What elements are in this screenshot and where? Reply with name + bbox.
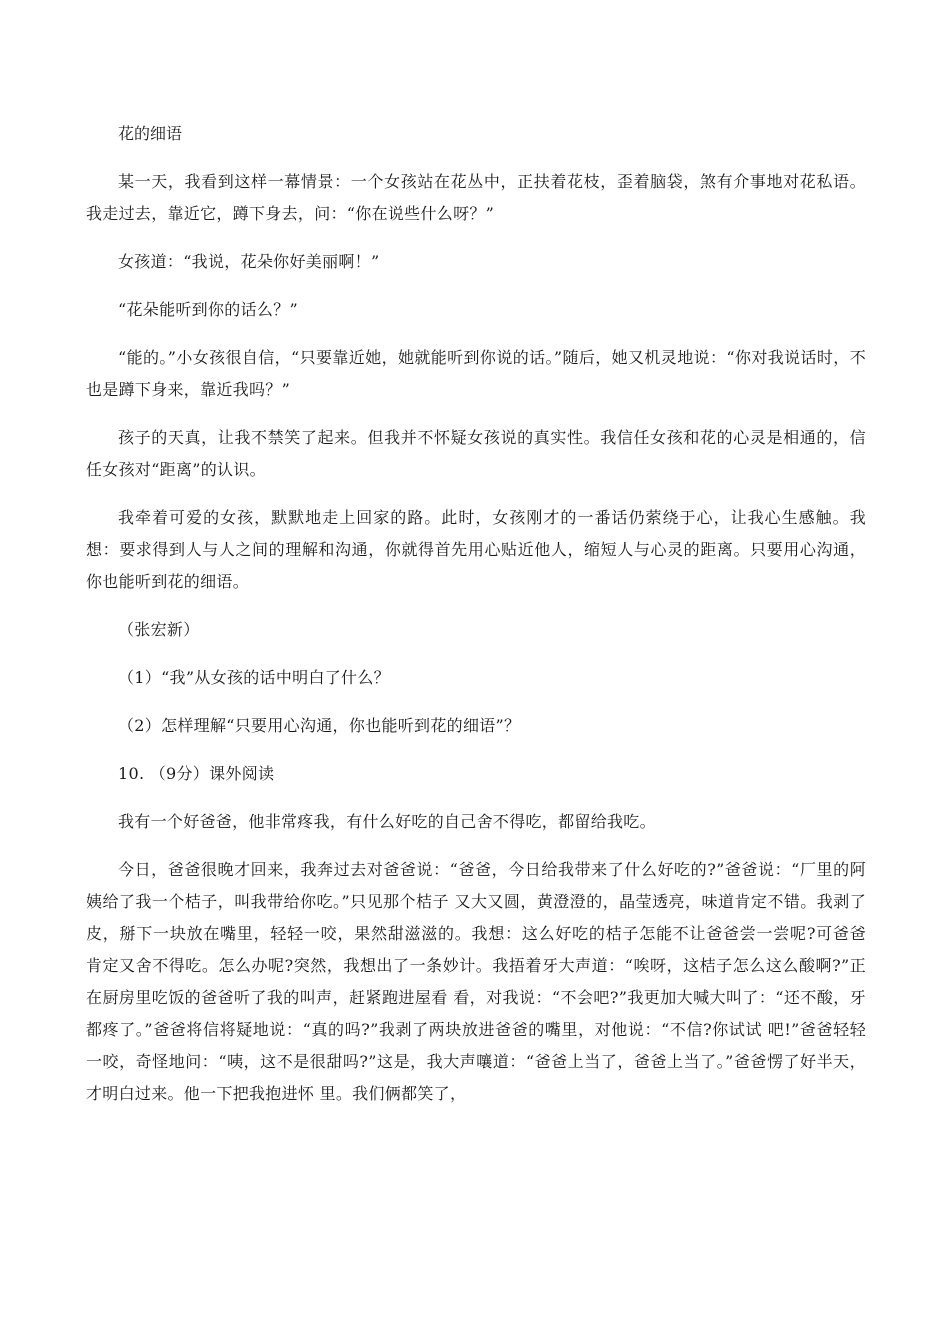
question-1: （1）“我”从女孩的话中明白了什么？	[118, 668, 390, 687]
section-paragraph: 今日，爸爸很晚才回来，我奔过去对爸爸说：“爸爸，今日给我带来了什么好吃的?”爸爸说：“厂里的阿姨给了我一个桔子，叫我带给你吃。”只见那个桔子 又大又圆，黄澄澄的，晶莹透亮，味道肯定不错。我剥了皮，掰下一块放在嘴里，轻轻一咬，果然甜滋滋的。我想：这么好吃的桔子怎能不让爸爸尝一尝呢?可爸爸 肯定又舍不得吃。怎么办呢?突然，我想出了一条妙计。我捂着牙大声道：“唉呀，这桔子怎么这么酸啊?”正在厨房里吃饭的爸爸听了我的叫声，赶紧跑进屋看 看，对我说：“不会吧?”我更加大喊大叫了：“还不酸，牙都疼了。”爸爸将信将疑地说：“真的吗?”我剥了两块放进爸爸的嘴里，对他说：“不信?你试试 吧!”爸爸轻轻一咬，奇怪地问：“咦，这不是很甜吗?”这是，我大声嚷道：“爸爸上当了，爸爸上当了。”爸爸愣了好半天，才明白过来。他一下把我抱进怀 里。我们俩都笑了，	[86, 860, 866, 1103]
article-paragraph: 孩子的天真，让我不禁笑了起来。但我并不怀疑女孩说的真实性。我信任女孩和花的心灵是相通的，信任女孩对“距离”的认识。	[86, 428, 866, 479]
article-author: （张宏新）	[118, 620, 200, 639]
document-page	[86, 118, 866, 1126]
article-paragraph: 某一天，我看到这样一幕情景：一个女孩站在花丛中，正扶着花枝，歪着脑袋，煞有介事地对花私语。我走过去，靠近它，蹲下身去，问：“你在说些什么呀？”	[86, 172, 866, 223]
section-paragraph: 我有一个好爸爸，他非常疼我，有什么好吃的自己舍不得吃，都留给我吃。	[118, 812, 656, 831]
article-paragraph: 我牵着可爱的女孩，默默地走上回家的路。此时，女孩刚才的一番话仍萦绕于心，让我心生感触。我想：要求得到人与人之间的理解和沟通，你就得首先用心贴近他人，缩短人与心灵的距离。只要用心沟通，你也能听到花的细语。	[86, 508, 866, 591]
question-2: （2）怎样理解“只要用心沟通，你也能听到花的细语”？	[118, 716, 521, 735]
article-paragraph: “能的。”小女孩很自信，“只要靠近她，她就能听到你说的话。”随后，她又机灵地说：“你对我说话时，不也是蹲下身来，靠近我吗？”	[86, 348, 866, 399]
article-paragraph: “花朵能听到你的话么？”	[118, 300, 298, 319]
section-heading: 10. （9分）课外阅读	[118, 764, 275, 783]
article-paragraph: 女孩道：“我说，花朵你好美丽啊！”	[118, 252, 380, 271]
article-title: 花的细语	[118, 124, 183, 143]
